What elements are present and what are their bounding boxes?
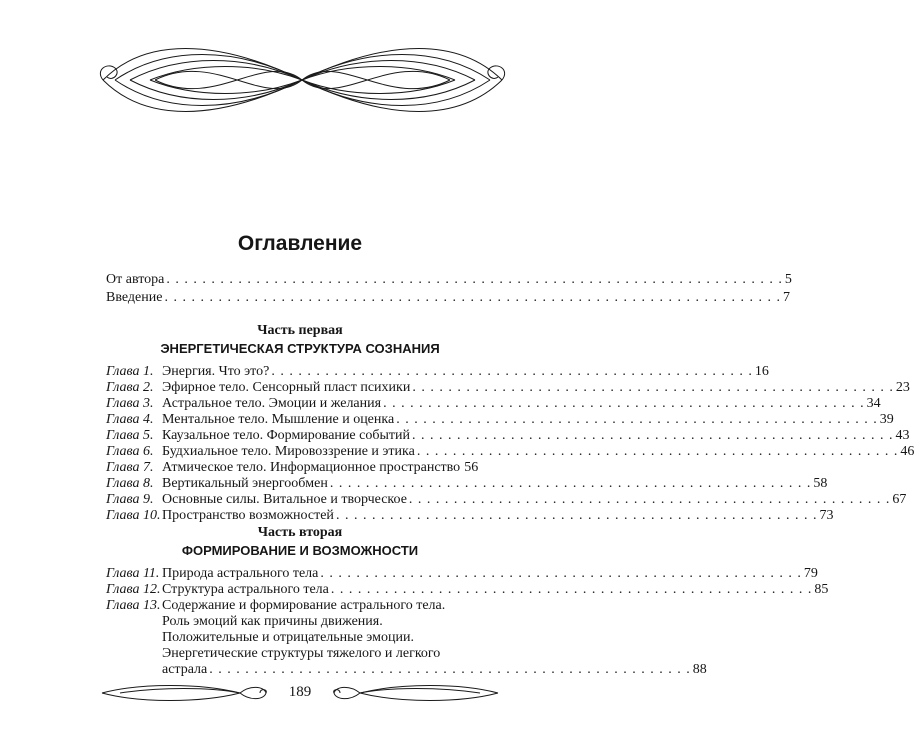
page-number: 189 — [288, 684, 312, 700]
entry-page: 79 — [803, 566, 818, 581]
leader-dots: . . . . . . . . . . . . . . . . . . . . . . . . . . . . . . . . . . . . . . . . . . . . . . . . . . . . . . . . . . . . . . . . . . . . . — [166, 272, 783, 287]
toc-entry-chapter-5[interactable] — [106, 428, 910, 444]
leader-dots: . . . . . . . . . . . . . . . . . . . . . . . . . . . . . . . . . . . . . . . . . . . . . . . . . . . . . . — [335, 508, 818, 523]
leader-dots: . . . . . . . . . . . . . . . . . . . . . . . . . . . . . . . . . . . . . . . . . . . . . . . . . . . . . . — [209, 662, 691, 677]
toc-entry-chapter-6[interactable] — [106, 444, 914, 460]
entry-page: 7 — [782, 290, 790, 305]
toc-entry-chapter-10[interactable] — [106, 508, 834, 524]
footer-right-flourish — [330, 682, 500, 704]
entry-page: 67 — [892, 492, 907, 507]
entry-title: Основные силы. Витальное и творческое — [162, 492, 407, 507]
toc-entry-chapter-12[interactable] — [106, 582, 829, 598]
entry-page: 58 — [813, 476, 828, 491]
toc-entry-chapter-11[interactable] — [106, 566, 818, 582]
leader-dots: . . . . . . . . . . . . . . . . . . . . . . . . . . . . . . . . . . . . . . . . . . . . . . . . . . . . . . — [412, 380, 894, 395]
toc-entry-chapter-9[interactable] — [106, 492, 907, 508]
chapter-number: Глава 9. — [106, 492, 154, 507]
entry-page: 43 — [895, 428, 910, 443]
entry-title: Энергия. Что это? — [162, 364, 270, 379]
entry-page: 85 — [814, 582, 829, 597]
entry-page: 56 — [464, 460, 479, 475]
entry-page: 88 — [692, 662, 707, 677]
chapter-number: Глава 10. — [106, 508, 161, 523]
chapter-number: Глава 1. — [106, 364, 154, 379]
leader-dots: . . . . . . . . . . . . . . . . . . . . . . . . . . . . . . . . . . . . . . . . . . . . . . . . . . . . . . — [411, 428, 894, 443]
chapter-number: Глава 3. — [106, 396, 154, 411]
toc-title: Оглавление — [237, 232, 363, 255]
toc-entry-introduction[interactable] — [106, 290, 790, 306]
entry-title: Пространство возможностей — [162, 508, 334, 523]
chapter-13-line-2: Роль эмоций как причины движения. — [162, 614, 383, 629]
leader-dots: . . . . . . . . . . . . . . . . . . . . . . . . . . . . . . . . . . . . . . . . . . . . . . . . . . . . . . — [408, 492, 891, 507]
entry-title: Структура астрального тела — [162, 582, 329, 597]
chapter-number: Глава 5. — [106, 428, 154, 443]
chapter-13-line-3: Положительные и отрицательные эмоции. — [162, 630, 415, 645]
entry-title: Природа астрального тела — [162, 566, 319, 581]
chapter-number: Глава 12. — [106, 582, 161, 597]
chapter-13-last-line[interactable] — [162, 662, 707, 678]
entry-title: астрала — [162, 662, 208, 677]
toc-entry-chapter-4[interactable] — [106, 412, 894, 428]
entry-title: Атмическое тело. Информационное пространство — [162, 460, 461, 475]
chapter-number: Глава 8. — [106, 476, 154, 491]
entry-title: Вертикальный энергообмен — [162, 476, 328, 491]
toc-entry-chapter-1[interactable] — [106, 364, 769, 380]
entry-page: 16 — [754, 364, 769, 379]
toc-entry-chapter-8[interactable] — [106, 476, 828, 492]
top-ornament — [95, 40, 510, 120]
entry-title: Введение — [106, 290, 163, 305]
entry-page: 46 — [900, 444, 914, 459]
chapter-number: Глава 4. — [106, 412, 154, 427]
toc-entry-chapter-2[interactable] — [106, 380, 910, 396]
entry-page: 34 — [866, 396, 881, 411]
toc-entry-chapter-7[interactable] — [106, 460, 478, 476]
part-one-title: ЭНЕРГЕТИЧЕСКАЯ СТРУКТУРА СОЗНАНИЯ — [160, 341, 440, 356]
chapter-number: Глава 6. — [106, 444, 154, 459]
entry-title: Астральное тело. Эмоции и желания — [162, 396, 382, 411]
chapter-number: Глава 11. — [106, 566, 160, 581]
leader-dots: . . . . . . . . . . . . . . . . . . . . . . . . . . . . . . . . . . . . . . . . . . . . . . . . . . . . . . — [320, 566, 802, 581]
entry-title: Эфирное тело. Сенсорный пласт психики — [162, 380, 411, 395]
page-footer — [0, 678, 600, 708]
leader-dots: . . . . . . . . . . . . . . . . . . . . . . . . . . . . . . . . . . . . . . . . . . . . . . . . . . . . . . . . . . . . . . . . . . . . . — [164, 290, 781, 305]
entry-title: Будхиальное тело. Мировоззрение и этика — [162, 444, 415, 459]
toc-entry-preface[interactable] — [106, 272, 792, 288]
entry-page: 23 — [895, 380, 910, 395]
leader-dots: . . . . . . . . . . . . . . . . . . . . . . . . . . . . . . . . . . . . . . . . . . . . . . . . . . . . . . — [271, 364, 753, 379]
entry-title: Каузальное тело. Формирование событий — [162, 428, 410, 443]
part-one-label: Часть первая — [257, 323, 343, 338]
part-two-title: ФОРМИРОВАНИЕ И ВОЗМОЖНОСТИ — [181, 543, 419, 558]
entry-page: 73 — [819, 508, 834, 523]
part-two-label: Часть вторая — [257, 525, 343, 540]
entry-title: Ментальное тело. Мышление и оценка — [162, 412, 395, 427]
leader-dots: . . . . . . . . . . . . . . . . . . . . . . . . . . . . . . . . . . . . . . . . . . . . . . . . . . . . . . — [396, 412, 878, 427]
entry-page: 39 — [879, 412, 894, 427]
leader-dots: . . . . . . . . . . . . . . . . . . . . . . . . . . . . . . . . . . . . . . . . . . . . . . . . . . . . . . — [416, 444, 899, 459]
toc-entry-chapter-3[interactable] — [106, 396, 881, 412]
entry-title: От автора — [106, 272, 165, 287]
toc-entry-chapter-13[interactable] — [106, 598, 478, 614]
chapter-number: Глава 13. — [106, 598, 161, 613]
entry-page: 5 — [784, 272, 792, 287]
chapter-number: Глава 2. — [106, 380, 154, 395]
entry-title: Содержание и формирование астрального тела. — [162, 598, 446, 613]
leader-dots: . . . . . . . . . . . . . . . . . . . . . . . . . . . . . . . . . . . . . . . . . . . . . . . . . . . . . . — [383, 396, 865, 411]
leader-dots: . . . . . . . . . . . . . . . . . . . . . . . . . . . . . . . . . . . . . . . . . . . . . . . . . . . . . . — [329, 476, 812, 491]
chapter-number: Глава 7. — [106, 460, 154, 475]
chapter-13-line-4: Энергетические структуры тяжелого и легкого — [162, 646, 441, 661]
leader-dots: . . . . . . . . . . . . . . . . . . . . . . . . . . . . . . . . . . . . . . . . . . . . . . . . . . . . . . — [330, 582, 813, 597]
